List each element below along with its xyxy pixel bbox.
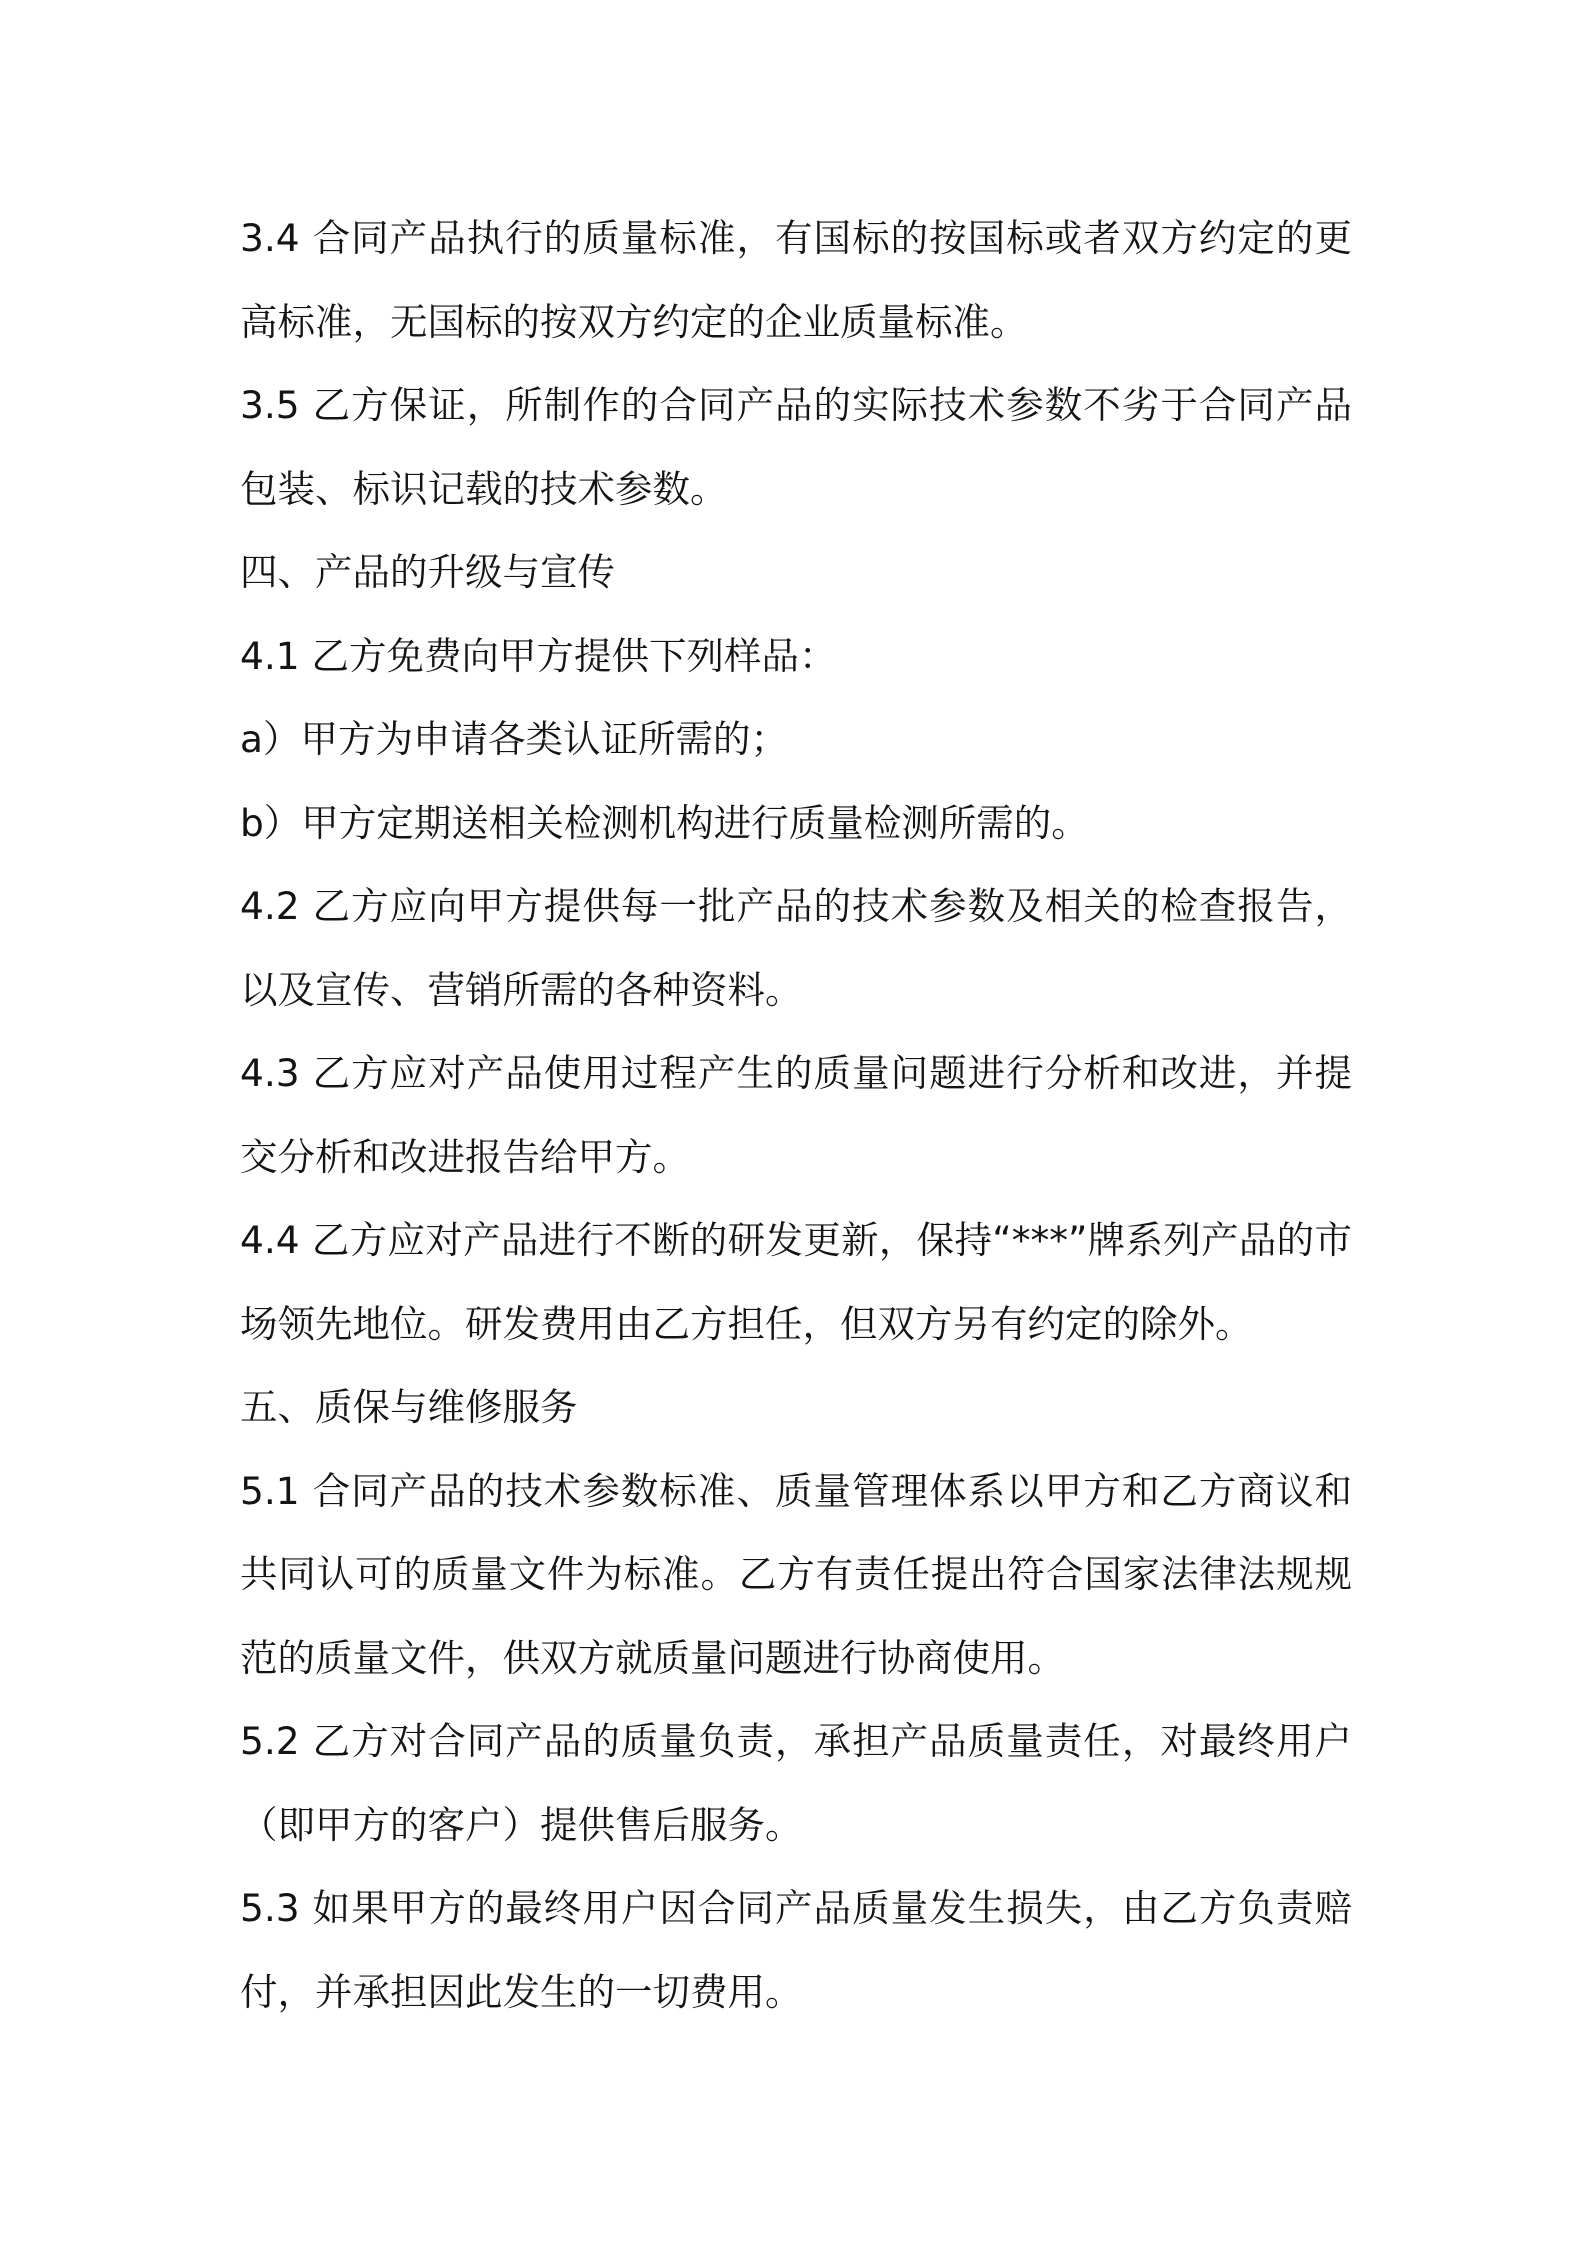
clause-4-1: 4.1 乙方免费向甲方提供下列样品： xyxy=(240,633,837,678)
clause-5-3: 5.3 如果甲方的最终用户因合同产品质量发生损失，由乙方负责赔付，并承担因此发生的一切费用。 xyxy=(240,1886,1352,2014)
clause-5-1: 5.1 合同产品的技术参数标准、质量管理体系以甲方和乙方商议和共同认可的质量文件为标准。乙方有责任提出符合国家法律法规规范的质量文件，供双方就质量问题进行协商使用。 xyxy=(240,1468,1352,1680)
document-body xyxy=(240,197,1352,2034)
clause-4-1-item-a: a）甲方为申请各类认证所需的； xyxy=(240,717,788,761)
clause-3-4: 3.4 合同产品执行的质量标准，有国标的按国标或者双方约定的更高标准，无国标的按双方约定的企业质量标准。 xyxy=(240,216,1352,344)
clause-5-2: 5.2 乙方对合同产品的质量负责，承担产品质量责任，对最终用户（即甲方的客户）提供售后服务。 xyxy=(240,1719,1352,1847)
section-4-heading: 四、产品的升级与宣传 xyxy=(240,550,615,594)
clause-4-3: 4.3 乙方应对产品使用过程产生的质量问题进行分析和改进，并提交分析和改进报告给甲方。 xyxy=(240,1051,1352,1179)
section-5-heading: 五、质保与维修服务 xyxy=(240,1385,578,1429)
clause-4-1-item-b: b）甲方定期送相关检测机构进行质量检测所需的。 xyxy=(240,800,1089,845)
clause-3-5: 3.5 乙方保证，所制作的合同产品的实际技术参数不劣于合同产品包装、标识记载的技术参数。 xyxy=(240,383,1352,511)
clause-4-4: 4.4 乙方应对产品进行不断的研发更新，保持“***”牌系列产品的市场领先地位。研发费用由乙方担任，但双方另有约定的除外。 xyxy=(240,1218,1352,1346)
clause-4-2: 4.2 乙方应向甲方提供每一批产品的技术参数及相关的检查报告，以及宣传、营销所需的各种资料。 xyxy=(240,884,1352,1012)
